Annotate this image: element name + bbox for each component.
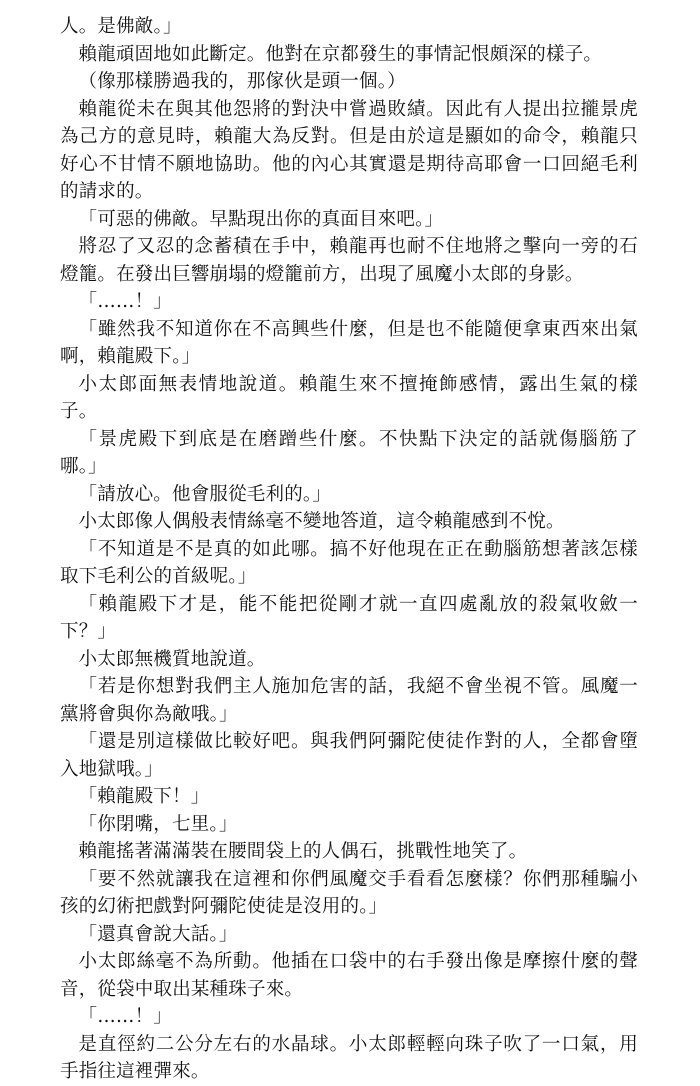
paragraph: 「要不然就讓我在這裡和你們風魔交手看看怎麼樣？你們那種騙小孩的幻術把戲對阿彌陀使徒是沒用的。」 — [60, 868, 638, 917]
paragraph: 「……！」 — [78, 291, 173, 312]
paragraph: 賴龍從未在與其他怨將的對決中嘗過敗績。因此有人提出拉攏景虎為己方的意見時，賴龍大為反對。但是由於這是顯如的命令，賴龍只好心不甘情不願地協助。他的內心其實還是期待高耶會一口回絕毛利的請求的。 — [60, 98, 638, 202]
paragraph: （像那樣勝過我的，那傢伙是頭一個。） — [78, 71, 406, 92]
paragraph: 「可惡的佛敵。早點現出你的真面目來吧。」 — [78, 208, 444, 230]
paragraph: 將忍了又忍的念蓄積在手中，賴龍再也耐不住地將之擊向一旁的石燈籠。在發出巨響崩塌的燈籠前方，出現了風魔小太郎的身影。 — [60, 236, 638, 285]
paragraph: 「不知道是不是真的如此哪。搞不好他現在正在動腦筋想著該怎樣取下毛利公的首級呢。」 — [60, 538, 638, 587]
paragraph: 小太郎面無表情地說道。賴龍生來不擅掩飾感情，露出生氣的樣子。 — [60, 373, 638, 422]
paragraph: 小太郎像人偶般表情絲毫不變地答道，這令賴龍感到不悅。 — [78, 511, 565, 532]
novel-page — [60, 13, 638, 1086]
paragraph: 「你閉嘴，七里。」 — [78, 813, 238, 835]
paragraph: 賴龍頑固地如此斷定。他對在京都發生的事情記恨頗深的樣子。 — [78, 43, 603, 65]
paragraph: 小太郎無機質地說道。 — [78, 648, 266, 670]
paragraph: 「……！」 — [78, 1006, 173, 1027]
paragraph: 賴龍搖著滿滿裝在腰間袋上的人偶石，挑戰性地笑了。 — [78, 841, 528, 862]
paragraph: 小太郎絲毫不為所動。他插在口袋中的右手發出像是摩擦什麼的聲音，從袋中取出某種珠子來。 — [60, 951, 638, 1000]
paragraph: 「還是別這樣做比較好吧。與我們阿彌陀使徒作對的人，全都會墮入地獄哦。」 — [60, 731, 638, 780]
paragraph: 「請放心。他會服從毛利的。」 — [78, 483, 332, 505]
paragraph: 人。是佛敵。」 — [60, 16, 182, 37]
paragraph: 「若是你想對我們主人施加危害的話，我絕不會坐視不管。風魔一黨將會與你為敵哦。」 — [60, 676, 638, 725]
paragraph: 「還真會說大話。」 — [78, 923, 238, 945]
paragraph: 「雖然我不知道你在不高興些什麼，但是也不能隨便拿東西來出氣啊，賴龍殿下。」 — [60, 318, 638, 367]
paragraph: 是直徑約二公分左右的水晶球。小太郎輕輕向珠子吹了一口氣，用手指往這裡彈來。 — [60, 1033, 638, 1082]
paragraph: 「賴龍殿下！」 — [78, 786, 210, 807]
paragraph: 「賴龍殿下才是，能不能把從剛才就一直四處亂放的殺氣收斂一下？」 — [60, 593, 638, 642]
paragraph: 「景虎殿下到底是在磨蹭些什麼。不快點下決定的話就傷腦筋了哪。」 — [60, 428, 638, 477]
